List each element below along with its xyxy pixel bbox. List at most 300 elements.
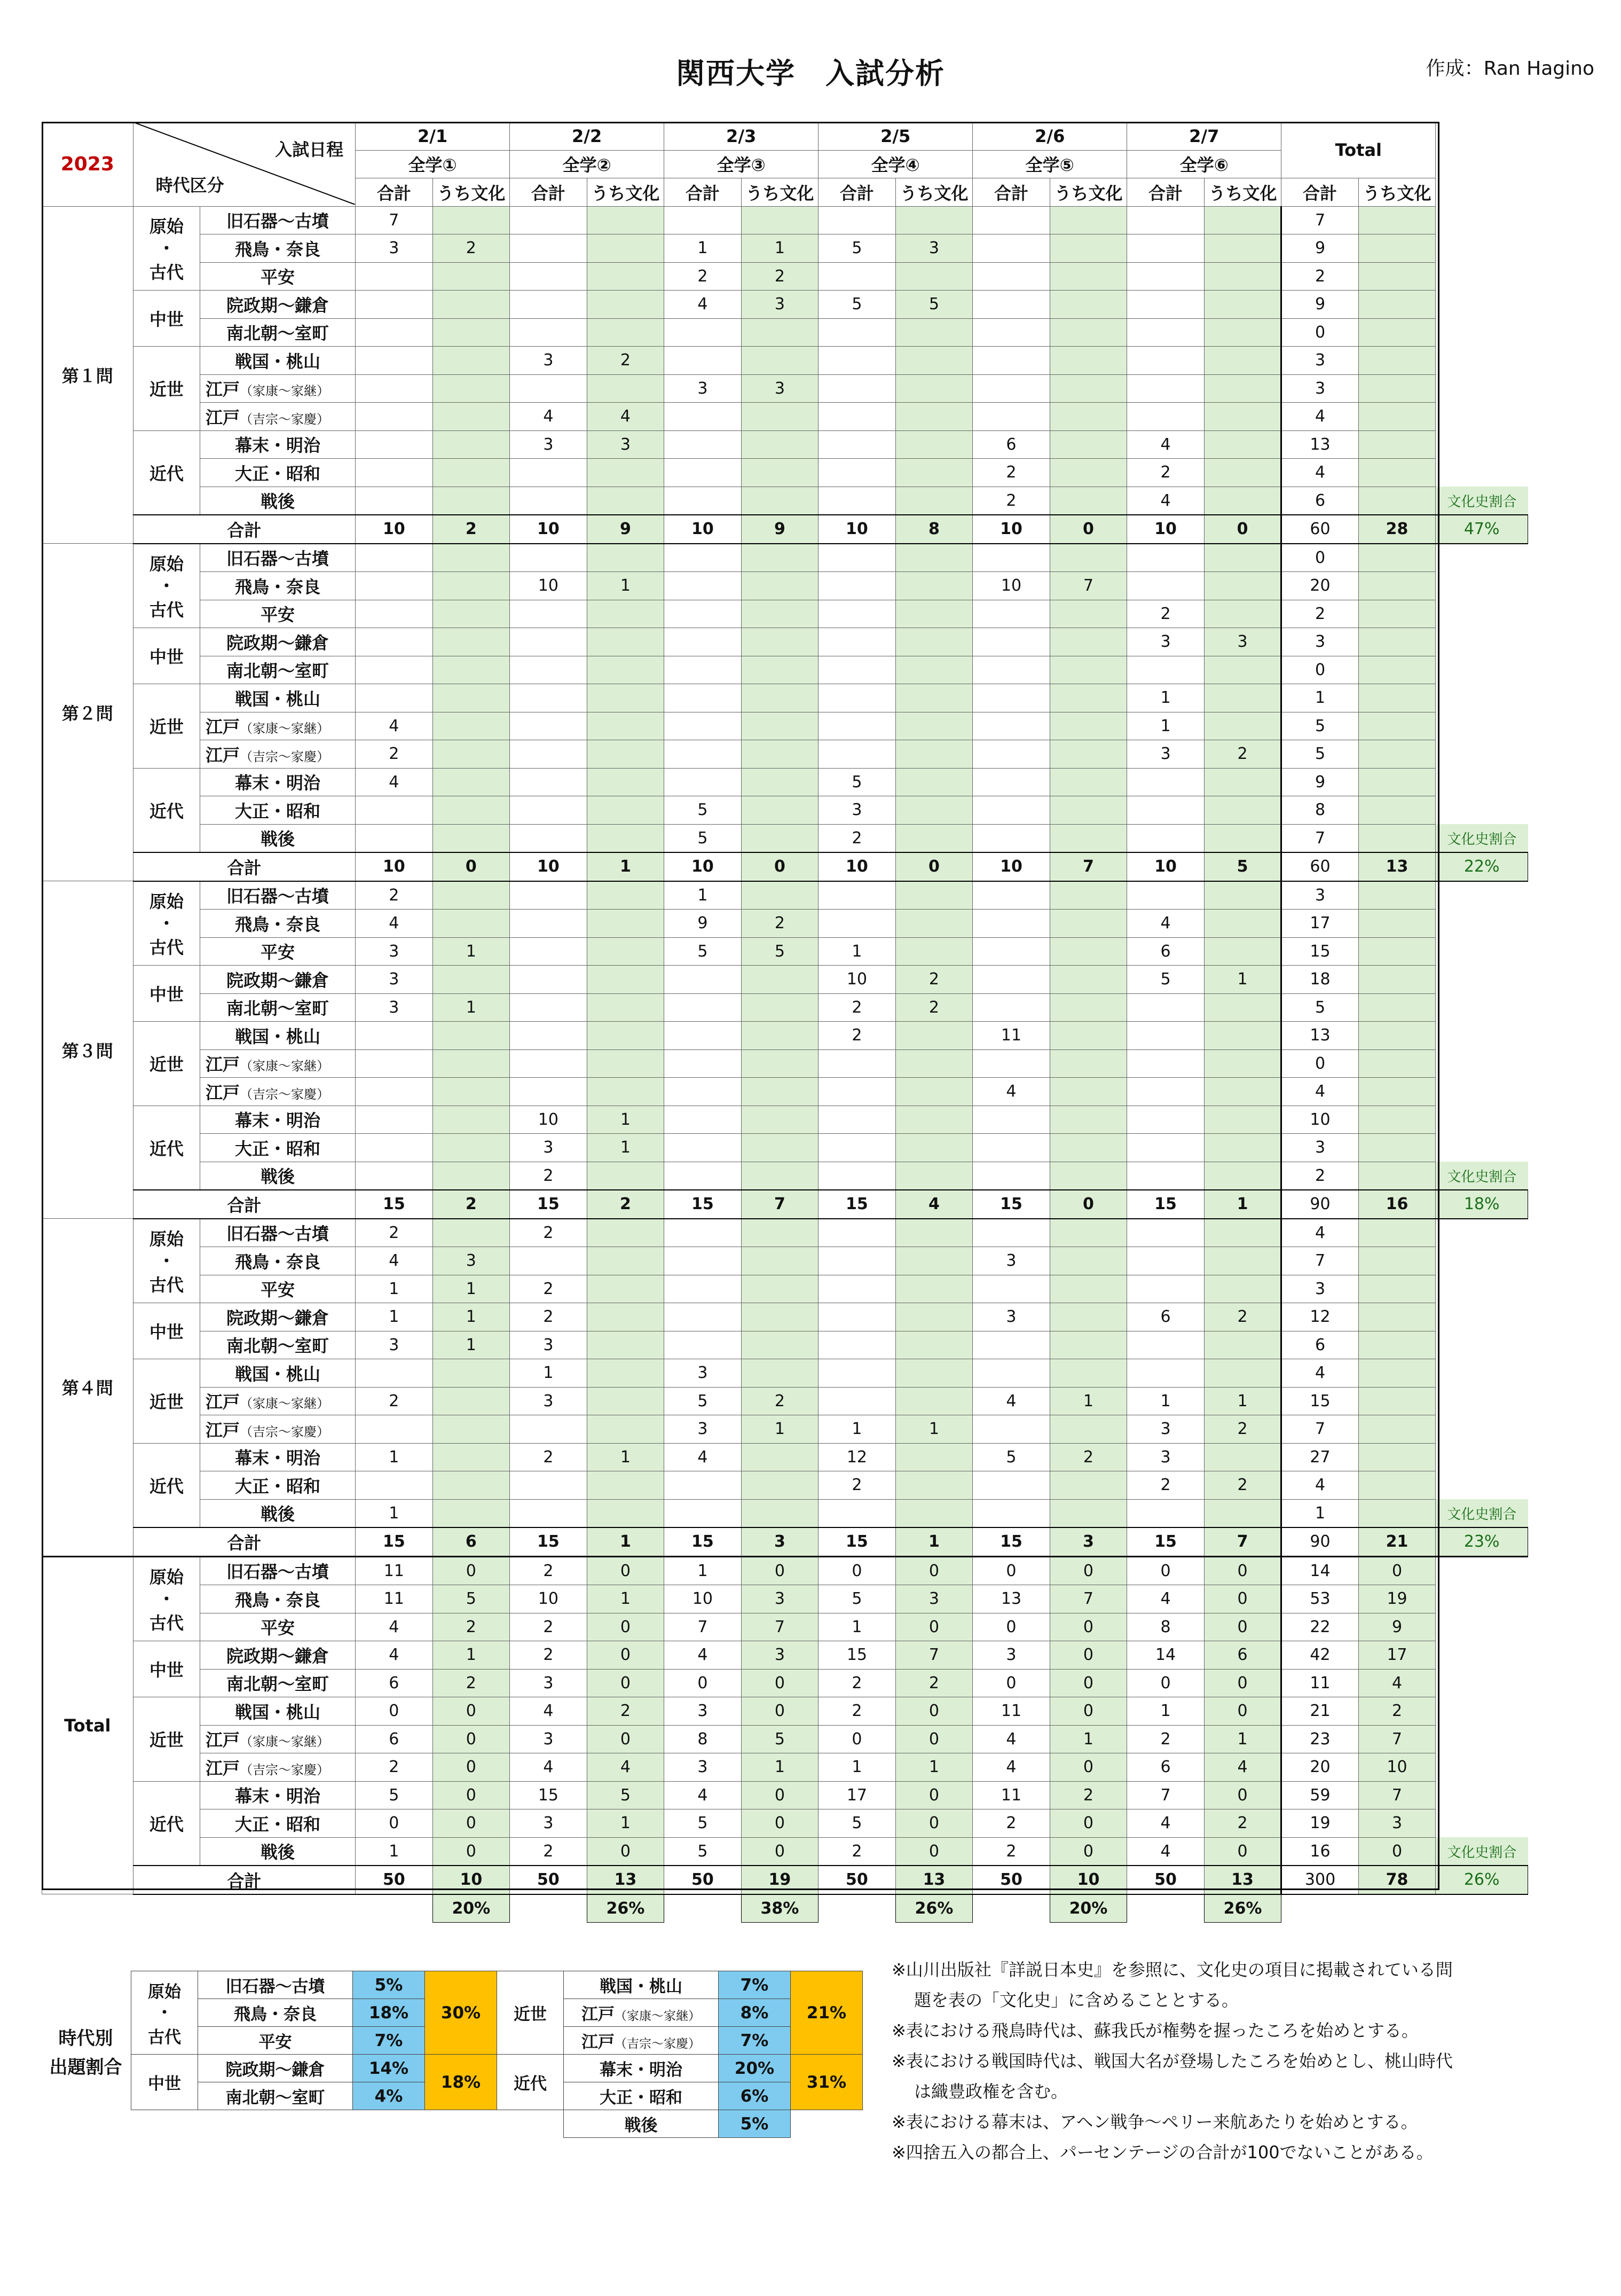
value-cell — [895, 1303, 973, 1331]
value-cell: 3 — [741, 291, 819, 319]
spacer — [1436, 572, 1528, 600]
value-cell — [1127, 1134, 1205, 1162]
spacer — [1436, 291, 1528, 319]
total-cell: 90 — [1281, 1190, 1359, 1219]
value-cell: 19 — [1358, 1585, 1436, 1613]
value-cell — [587, 1331, 664, 1359]
value-cell: 7 — [1358, 1725, 1436, 1753]
value-cell: 0 — [895, 1613, 973, 1641]
total-row — [42, 1190, 1528, 1219]
value-cell: 0 — [1127, 1669, 1205, 1697]
value-cell: 3 — [356, 1331, 433, 1359]
value-cell: 2 — [1127, 1725, 1205, 1753]
value-cell — [741, 487, 819, 515]
value-cell: 13 — [1281, 430, 1359, 459]
value-cell — [741, 1471, 819, 1500]
value-cell: 2 — [510, 1303, 587, 1331]
period-label: 平安 — [200, 1275, 356, 1303]
value-cell — [1050, 374, 1127, 403]
value-cell — [587, 1471, 664, 1500]
value-cell — [1204, 1078, 1281, 1106]
value-cell: 2 — [1127, 1471, 1205, 1500]
value-cell: 2 — [510, 1275, 587, 1303]
value-cell — [432, 572, 510, 600]
spacer — [1436, 881, 1528, 910]
value-cell: 11 — [973, 1697, 1050, 1726]
value-cell: 53 — [1281, 1585, 1359, 1613]
value-cell: 2 — [741, 262, 819, 291]
value-cell — [510, 881, 587, 910]
total-row — [42, 515, 1528, 544]
value-cell — [587, 1499, 664, 1527]
value-cell: 0 — [1281, 318, 1359, 347]
summary-period: 幕末・明治 — [564, 2055, 719, 2082]
total-cell: 16 — [1358, 1190, 1436, 1219]
value-cell — [1204, 796, 1281, 825]
value-cell: 0 — [1050, 1556, 1127, 1585]
value-cell — [1050, 318, 1127, 347]
value-cell — [356, 1415, 433, 1444]
total-cell: 15 — [1127, 1190, 1205, 1219]
summary-pct: 5% — [353, 1971, 425, 1999]
value-cell: 0 — [432, 1837, 510, 1866]
value-cell — [432, 430, 510, 459]
value-cell: 7 — [1281, 1415, 1359, 1444]
value-cell: 4 — [510, 403, 587, 431]
value-cell — [1204, 572, 1281, 600]
value-cell — [1204, 1049, 1281, 1078]
value-cell — [587, 712, 664, 740]
table-row — [42, 1331, 1528, 1359]
value-cell: 0 — [587, 1669, 664, 1697]
value-cell — [895, 403, 973, 431]
table-row — [42, 1809, 1528, 1838]
value-cell: 0 — [432, 1725, 510, 1753]
value-cell — [1127, 993, 1205, 1022]
total-cell: 60 — [1281, 515, 1359, 544]
value-cell — [664, 347, 742, 375]
value-cell — [819, 1106, 896, 1134]
period-label: 江戸（吉宗～家慶） — [200, 1753, 356, 1782]
value-cell: 4 — [973, 1753, 1050, 1782]
exam-header: 全学⑤ — [973, 150, 1127, 178]
table-row — [42, 740, 1528, 769]
value-cell — [741, 1499, 819, 1527]
value-cell: 1 — [587, 1134, 664, 1162]
period-label: 戦国・桃山 — [200, 347, 356, 375]
value-cell — [741, 1331, 819, 1359]
value-cell: 1 — [432, 937, 510, 966]
value-cell: 2 — [1358, 1697, 1436, 1726]
value-cell — [1358, 628, 1436, 656]
summary-pct: 4% — [353, 2082, 425, 2110]
value-cell — [1050, 544, 1127, 572]
value-cell — [432, 1134, 510, 1162]
summary-period: 大正・昭和 — [564, 2082, 719, 2110]
total-cell: 13 — [1204, 1866, 1281, 1894]
value-cell — [819, 1162, 896, 1190]
total-row-label: 合計 — [133, 515, 355, 544]
value-cell — [819, 1078, 896, 1106]
period-label: 江戸（家康～家継） — [200, 1387, 356, 1415]
value-cell: 3 — [895, 1585, 973, 1613]
value-cell — [973, 993, 1050, 1022]
value-cell — [1127, 234, 1205, 263]
value-cell: 6 — [1127, 1753, 1205, 1782]
value-cell — [973, 628, 1050, 656]
value-cell: 10 — [510, 572, 587, 600]
value-cell: 4 — [587, 403, 664, 431]
value-cell — [1050, 1078, 1127, 1106]
value-cell: 5 — [587, 1781, 664, 1809]
period-label: 江戸（吉宗～家慶） — [200, 740, 356, 769]
total-cell: 6 — [432, 1527, 510, 1556]
value-cell — [510, 318, 587, 347]
value-cell — [819, 318, 896, 347]
spacer — [1436, 459, 1528, 487]
total-cell: 3 — [741, 1527, 819, 1556]
value-cell: 2 — [819, 993, 896, 1022]
value-cell: 5 — [432, 1585, 510, 1613]
value-cell — [356, 291, 433, 319]
spacer — [1436, 1022, 1528, 1050]
value-cell — [819, 347, 896, 375]
value-cell — [587, 1022, 664, 1050]
value-cell: 2 — [973, 459, 1050, 487]
exam-header: 全学② — [510, 150, 664, 178]
value-cell — [1050, 824, 1127, 852]
value-cell: 5 — [819, 1809, 896, 1838]
value-cell: 0 — [1204, 1669, 1281, 1697]
culture-ratio-label: 文化史割合 — [1436, 1499, 1528, 1527]
value-cell: 2 — [510, 1556, 587, 1585]
value-cell: 0 — [587, 1641, 664, 1670]
value-cell — [1358, 1134, 1436, 1162]
value-cell: 3 — [664, 1697, 742, 1726]
value-cell — [819, 712, 896, 740]
value-cell — [741, 966, 819, 994]
culture-ratio-value: 23% — [1436, 1527, 1528, 1556]
value-cell — [819, 1387, 896, 1415]
exam-analysis-table — [42, 122, 1528, 1923]
value-cell — [1127, 796, 1205, 825]
summary-period: 南北朝～室町 — [198, 2082, 353, 2110]
value-cell: 1 — [356, 1303, 433, 1331]
value-cell: 3 — [1281, 1134, 1359, 1162]
value-cell — [432, 1219, 510, 1247]
value-cell: 1 — [587, 1809, 664, 1838]
value-cell — [664, 1331, 742, 1359]
value-cell — [895, 544, 973, 572]
value-cell: 10 — [664, 1585, 742, 1613]
value-cell: 1 — [1050, 1387, 1127, 1415]
value-cell: 0 — [664, 1669, 742, 1697]
value-cell: 3 — [1127, 1415, 1205, 1444]
value-cell — [1358, 684, 1436, 712]
value-cell — [1050, 430, 1127, 459]
value-cell — [1127, 1359, 1205, 1388]
value-cell: 7 — [1281, 1247, 1359, 1275]
value-cell — [1358, 796, 1436, 825]
value-cell — [819, 487, 896, 515]
period-label: 院政期～鎌倉 — [200, 1641, 356, 1670]
value-cell — [741, 1359, 819, 1388]
value-cell: 3 — [510, 1134, 587, 1162]
value-cell — [587, 234, 664, 263]
value-cell: 0 — [895, 1837, 973, 1866]
value-cell — [1204, 712, 1281, 740]
period-label: 院政期～鎌倉 — [200, 628, 356, 656]
value-cell: 2 — [819, 1471, 896, 1500]
value-cell: 1 — [664, 1556, 742, 1585]
date-header: 2/3 — [664, 122, 819, 151]
value-cell — [1127, 1106, 1205, 1134]
value-cell — [741, 318, 819, 347]
value-cell — [741, 1078, 819, 1106]
value-cell: 5 — [741, 1725, 819, 1753]
value-cell: 4 — [664, 291, 742, 319]
value-cell — [1358, 881, 1436, 910]
spacer — [1436, 1753, 1528, 1782]
spacer — [1436, 993, 1528, 1022]
era-medieval: 中世 — [133, 966, 200, 1022]
value-cell: 4 — [1281, 403, 1359, 431]
value-cell — [819, 740, 896, 769]
value-cell — [510, 910, 587, 938]
value-cell — [1204, 347, 1281, 375]
summary-row — [131, 2110, 863, 2138]
value-cell — [587, 740, 664, 769]
spacer — [1436, 1049, 1528, 1078]
value-cell — [1358, 1247, 1436, 1275]
value-cell — [1204, 374, 1281, 403]
total-cell: 1 — [587, 1527, 664, 1556]
period-label: 飛鳥・奈良 — [200, 1585, 356, 1613]
value-cell — [587, 824, 664, 852]
value-cell — [1358, 459, 1436, 487]
value-cell: 1 — [1281, 684, 1359, 712]
table-row — [42, 881, 1528, 910]
total-cell: 10 — [973, 515, 1050, 544]
summary-period: 戦後 — [564, 2110, 719, 2138]
value-cell: 0 — [1050, 1753, 1127, 1782]
value-cell — [1127, 318, 1205, 347]
value-cell — [1358, 1219, 1436, 1247]
value-cell — [819, 1247, 896, 1275]
culture-header: うち文化 — [895, 178, 973, 207]
value-cell — [819, 403, 896, 431]
value-cell — [510, 487, 587, 515]
value-cell — [973, 824, 1050, 852]
value-cell: 1 — [356, 1275, 433, 1303]
value-cell — [1204, 824, 1281, 852]
note-line: は織豊政権を含む。 — [914, 2081, 1068, 2102]
value-cell: 1 — [1204, 1725, 1281, 1753]
value-cell: 5 — [973, 1443, 1050, 1471]
value-cell: 4 — [356, 712, 433, 740]
value-cell: 6 — [1127, 1303, 1205, 1331]
value-cell — [895, 600, 973, 628]
value-cell: 2 — [587, 1697, 664, 1726]
value-cell — [432, 600, 510, 628]
value-cell: 2 — [510, 1162, 587, 1190]
value-cell — [1204, 1359, 1281, 1388]
total-cell: 10 — [664, 852, 742, 881]
value-cell: 6 — [1281, 487, 1359, 515]
value-cell: 1 — [1204, 966, 1281, 994]
table-row — [42, 1753, 1528, 1782]
table-row — [42, 966, 1528, 994]
value-cell — [664, 1303, 742, 1331]
era-ancient: 原始 ・ 古代 — [133, 1556, 200, 1641]
value-cell — [741, 1134, 819, 1162]
table-row — [42, 910, 1528, 938]
value-cell: 5 — [664, 1387, 742, 1415]
spacer — [1436, 1134, 1528, 1162]
value-cell: 3 — [510, 1725, 587, 1753]
spacer — [1281, 1894, 1528, 1923]
spacer — [1436, 544, 1528, 572]
value-cell — [1358, 966, 1436, 994]
total-cell: 0 — [1204, 515, 1281, 544]
value-cell — [741, 403, 819, 431]
value-cell — [973, 1471, 1050, 1500]
table-row — [42, 1697, 1528, 1726]
culture-ratio-label: 文化史割合 — [1436, 487, 1528, 515]
culture-ratio-value: 26% — [1436, 1866, 1528, 1894]
value-cell — [1204, 1162, 1281, 1190]
total-cell: 0 — [895, 852, 973, 881]
total-cell: 15 — [819, 1190, 896, 1219]
value-cell — [1050, 1331, 1127, 1359]
spacer — [356, 1894, 433, 1923]
value-cell: 11 — [1281, 1669, 1359, 1697]
spacer — [1436, 600, 1528, 628]
era-modern: 近代 — [133, 1781, 200, 1866]
value-cell: 4 — [1281, 1219, 1359, 1247]
value-cell — [895, 1134, 973, 1162]
value-cell — [587, 910, 664, 938]
value-cell: 0 — [1050, 1809, 1127, 1838]
period-label: 戦後 — [200, 487, 356, 515]
value-cell: 1 — [741, 234, 819, 263]
value-cell: 6 — [1281, 1331, 1359, 1359]
value-cell — [587, 206, 664, 234]
value-cell: 0 — [432, 1697, 510, 1726]
value-cell: 0 — [432, 1781, 510, 1809]
value-cell — [819, 1331, 896, 1359]
value-cell — [1127, 1275, 1205, 1303]
value-cell: 4 — [356, 1641, 433, 1670]
total-cell: 0 — [741, 852, 819, 881]
value-cell — [432, 1078, 510, 1106]
value-cell — [510, 684, 587, 712]
value-cell: 3 — [664, 374, 742, 403]
value-cell — [432, 487, 510, 515]
value-cell: 0 — [1050, 1613, 1127, 1641]
value-cell — [1204, 1106, 1281, 1134]
spacer — [973, 1894, 1050, 1923]
value-cell — [432, 1443, 510, 1471]
value-cell: 6 — [356, 1725, 433, 1753]
value-cell — [510, 600, 587, 628]
value-cell: 3 — [973, 1641, 1050, 1670]
value-cell: 11 — [973, 1781, 1050, 1809]
value-cell — [510, 544, 587, 572]
value-cell — [741, 712, 819, 740]
spacer — [1436, 262, 1528, 291]
value-cell — [1127, 768, 1205, 796]
value-cell — [432, 628, 510, 656]
era-early-modern: 近世 — [133, 347, 200, 431]
value-cell: 0 — [587, 1556, 664, 1585]
value-cell — [664, 656, 742, 684]
value-cell: 6 — [356, 1669, 433, 1697]
value-cell — [432, 796, 510, 825]
value-cell — [587, 796, 664, 825]
value-cell — [587, 993, 664, 1022]
value-cell: 7 — [895, 1641, 973, 1670]
value-cell — [973, 684, 1050, 712]
period-label: 幕末・明治 — [200, 1781, 356, 1809]
value-cell — [973, 1106, 1050, 1134]
value-cell: 0 — [1281, 656, 1359, 684]
value-cell: 3 — [510, 1331, 587, 1359]
value-cell: 3 — [664, 1753, 742, 1782]
value-cell: 2 — [510, 1837, 587, 1866]
value-cell: 8 — [1281, 796, 1359, 825]
value-cell — [741, 206, 819, 234]
value-cell — [741, 572, 819, 600]
value-cell — [1050, 600, 1127, 628]
value-cell: 5 — [664, 1809, 742, 1838]
table-row — [42, 262, 1528, 291]
spacer — [1127, 1894, 1205, 1923]
period-label: 江戸（吉宗～家慶） — [200, 1078, 356, 1106]
total-cell: 50 — [356, 1866, 433, 1894]
value-cell — [1204, 1275, 1281, 1303]
value-cell — [587, 966, 664, 994]
summary-era-ancient: 原始 ・ 古代 — [131, 1971, 198, 2055]
value-cell: 7 — [664, 1613, 742, 1641]
value-cell — [895, 374, 973, 403]
value-cell — [1127, 572, 1205, 600]
value-cell: 1 — [1204, 1387, 1281, 1415]
value-cell — [973, 347, 1050, 375]
value-cell: 1 — [664, 234, 742, 263]
value-cell: 4 — [1127, 1809, 1205, 1838]
summary-era-early-modern: 近世 — [497, 1971, 564, 2055]
value-cell: 2 — [1204, 740, 1281, 769]
value-cell: 0 — [1050, 1641, 1127, 1670]
value-cell: 9 — [1358, 1613, 1436, 1641]
value-cell — [1358, 1078, 1436, 1106]
value-cell — [819, 572, 896, 600]
period-label: 南北朝～室町 — [200, 318, 356, 347]
total-cell: 10 — [356, 515, 433, 544]
value-cell: 4 — [1204, 1753, 1281, 1782]
value-cell: 3 — [664, 1415, 742, 1444]
value-cell — [664, 740, 742, 769]
table-row — [42, 824, 1528, 852]
value-cell: 3 — [510, 1387, 587, 1415]
value-cell — [432, 1471, 510, 1500]
value-cell — [510, 966, 587, 994]
table-row — [42, 291, 1528, 319]
value-cell: 7 — [1281, 206, 1359, 234]
value-cell — [432, 206, 510, 234]
total-cell: 0 — [432, 852, 510, 881]
